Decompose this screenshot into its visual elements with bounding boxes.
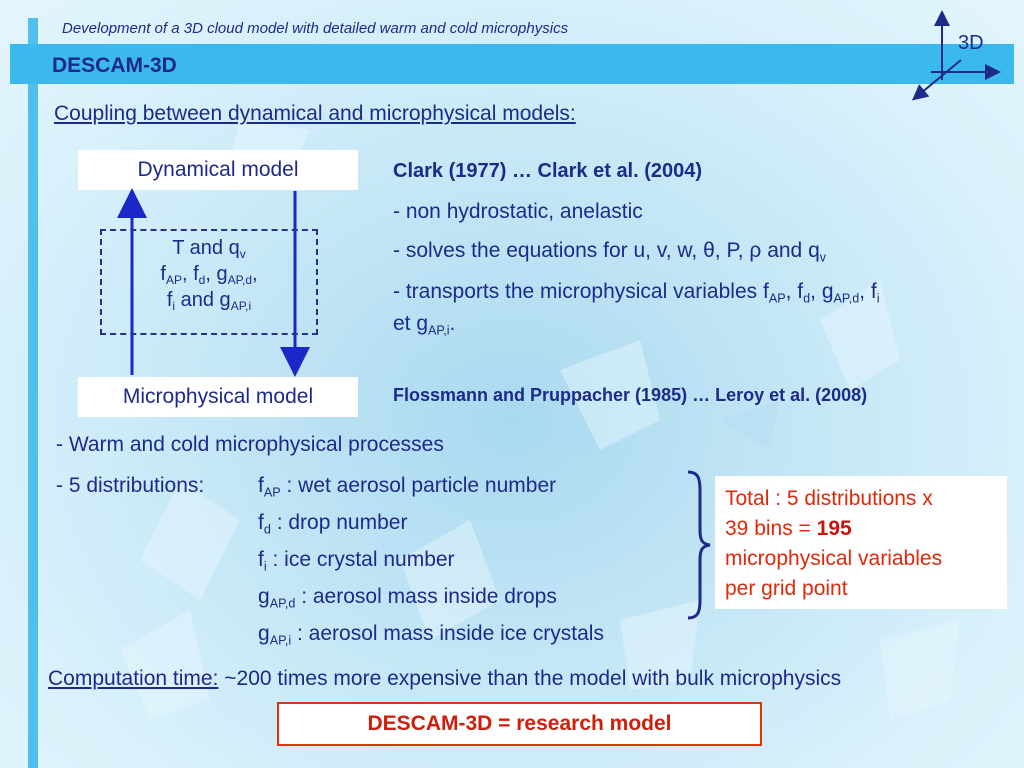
dynamics-item-nonhydrostatic: - non hydrostatic, anelastic — [393, 200, 643, 223]
distribution-row: $f_{AP}$ : wet aerosol particle number — [258, 474, 557, 500]
distribution-row: $g_{AP,d}$ : aerosol mass inside drops — [258, 585, 557, 611]
total-variables-box: Total : 5 distributions x 39 bins = 195 microphysical variables per grid point — [715, 476, 1007, 609]
dynamical-model-label: Dynamical model — [137, 158, 299, 181]
label-3d: 3D — [958, 32, 984, 54]
section-heading: Coupling between dynamical and microphysical models: — [54, 102, 576, 125]
curly-brace — [684, 470, 714, 620]
dynamics-item-equations: - solves the equations for u, v, w, θ, P, ρ and $q_v$ — [393, 239, 827, 265]
microphysics-citation: Flossmann and Pruppacher (1985) … Leroy et al. (2008) — [393, 385, 868, 405]
slide-subtitle: Development of a 3D cloud model with detailed warm and cold microphysics — [62, 20, 569, 37]
distribution-row: $g_{AP,i}$ : aerosol mass inside ice crystals — [258, 622, 604, 648]
distribution-row: $f_d$ : drop number — [258, 511, 408, 537]
3d-axes-icon — [905, 8, 1005, 104]
dynamics-citation: Clark (1977) … Clark et al. (2004) — [393, 160, 703, 182]
dynamical-model-box — [78, 150, 358, 190]
conclusion-text: DESCAM-3D = research model — [367, 712, 672, 735]
exchanged-variables-text: T and $q_v$ $f_{AP}$, $f_d$, $g_{AP,d}$, $f_i$ and $g_{AP,i}$ — [160, 237, 258, 314]
processes-line: - Warm and cold microphysical processes — [56, 433, 444, 456]
left-accent-bar — [28, 18, 38, 768]
computation-time-label: Computation time: — [48, 667, 219, 690]
microphysical-model-label: Microphysical model — [122, 385, 314, 408]
computation-time-line: Computation time: ~200 times more expensive than the model with bulk microphysics — [48, 667, 842, 690]
total-count: 195 — [816, 517, 852, 540]
dynamics-item-transports: - transports the microphysical variables $f_{AP}$, $f_d$, $g_{AP,d}$, $f_i$ — [393, 280, 880, 306]
distributions-label: - 5 distributions: — [56, 474, 205, 497]
slide-title: DESCAM-3D — [52, 54, 177, 77]
conclusion-box — [277, 702, 762, 746]
distribution-row: $f_i$ : ice crystal number — [258, 548, 455, 574]
dynamics-item-transports-cont: et $g_{AP,i}$. — [393, 312, 456, 338]
